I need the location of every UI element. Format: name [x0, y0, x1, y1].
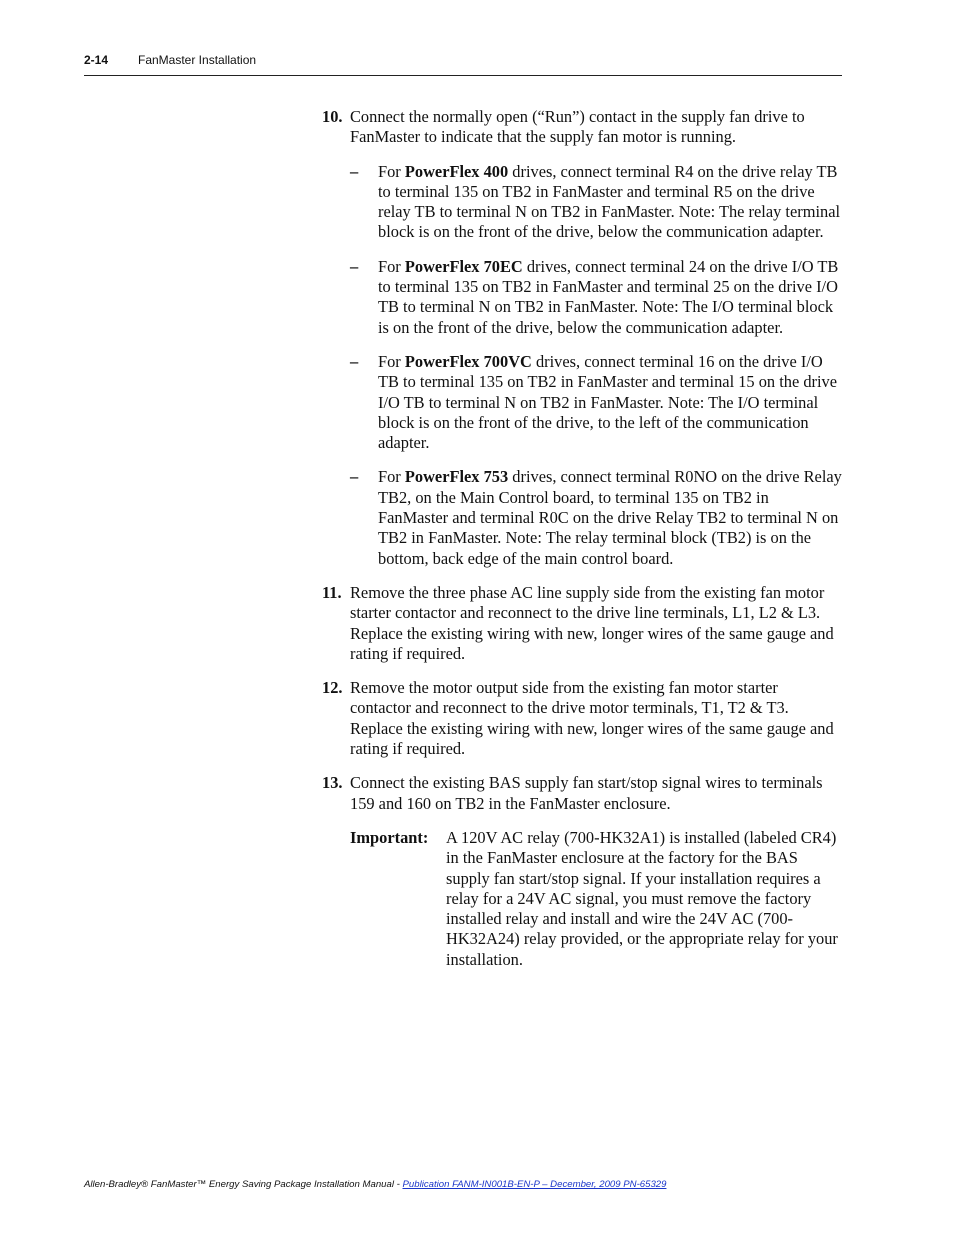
dash-marker: – [350, 161, 359, 181]
bullet-powerflex-753 [350, 467, 842, 568]
dash-marker: – [350, 256, 359, 276]
bullet-text: drives, connect terminal 16 on the drive I/O TB to terminal 135 on TB2 in FanMaster and terminal 15 on the drive I/O TB to terminal N on TB2 in FanMaster. Note: The I/O terminal block is on the front of the drive, to the left of the communication adapter. [378, 351, 838, 453]
step-text: Connect the normally open (“Run”) contact in the supply fan drive to FanMaster to indicate that the supply fan motor is running. [350, 107, 805, 147]
step-12 [322, 678, 842, 759]
drive-model: PowerFlex 753 [404, 467, 509, 487]
bullet-text: drives, connect terminal R4 on the drive relay TB to terminal 135 on TB2 in FanMaster and terminal R5 on the drive relay TB to terminal N on TB2 in FanMaster. Note: The relay terminal block is on the front of the drive, below the communication adapter. [378, 161, 841, 242]
step-number: 11. [322, 582, 342, 602]
important-label: Important: [350, 827, 429, 847]
publication-link[interactable]: Publication FANM-IN001B-EN-P – December, 2009 PN-65329 [402, 1179, 667, 1190]
dash-marker: – [350, 467, 359, 487]
main-content [322, 107, 842, 984]
section-title: FanMaster Installation [138, 53, 257, 67]
bullet-prefix: For [378, 467, 405, 487]
page-number: 2-14 [84, 53, 109, 67]
bullet-powerflex-70ec [350, 257, 842, 338]
drive-model: PowerFlex 70EC [404, 256, 523, 276]
important-note [350, 828, 842, 970]
bullet-prefix: For [378, 256, 405, 276]
bullet-text: drives, connect terminal R0NO on the drive Relay TB2, on the Main Control board, to terminal 135 on TB2 in FanMaster and terminal R0C on the drive Relay TB2 to terminal N on TB2 in FanMaster. Note: The relay terminal block (TB2) is on the bottom, back edge of the main control board. [378, 467, 842, 568]
drive-model: PowerFlex 400 [404, 161, 509, 181]
footer-separator: - [393, 1179, 403, 1190]
step-text: Remove the motor output side from the existing fan motor starter contactor and reconnect to the drive motor terminals, T1, T2 & T3. Replace the existing wiring with new, longer wires of the same gauge and rating if required. [350, 678, 834, 759]
bullet-prefix: For [378, 351, 405, 371]
dash-marker: – [350, 351, 359, 371]
page-header [84, 52, 842, 76]
step-11 [322, 583, 842, 664]
bullet-prefix: For [378, 161, 405, 181]
drive-model: PowerFlex 700VC [404, 351, 532, 371]
step-10 [322, 107, 842, 569]
bullet-text: drives, connect terminal 24 on the drive I/O TB to terminal 135 on TB2 in FanMaster and terminal 25 on the drive I/O TB to terminal N on TB2 in FanMaster. Note: The I/O terminal block is on the front of the drive, below the communication adapter. [378, 256, 839, 337]
manual-title: Allen-Bradley® FanMaster™ Energy Saving Package Installation Manual [84, 1179, 394, 1190]
step-13 [322, 773, 842, 970]
step-number: 12. [322, 678, 343, 698]
page-footer [84, 1179, 864, 1190]
important-text: A 120V AC relay (700-HK32A1) is installed (labeled CR4) in the FanMaster enclosure at the factory for the BAS supply fan start/stop signal. If your installation requires a relay for a 24V AC signal, you must remove the factory installed relay and install and wire the 24V AC (700-HK32A24) relay provided, or the appropriate relay for your installation. [446, 827, 838, 969]
step-number: 13. [322, 773, 343, 793]
step-text: Remove the three phase AC line supply side from the existing fan motor starter contactor and reconnect to the drive line terminals, L1, L2 & L3. Replace the existing wiring with new, longer wires of the same gauge and rating if required. [350, 582, 834, 663]
step-number: 10. [322, 107, 343, 126]
step-text: Connect the existing BAS supply fan start/stop signal wires to terminals 159 and 160 on TB2 in the FanMaster enclosure. [350, 773, 823, 813]
bullet-powerflex-400 [350, 162, 842, 243]
drive-bullet-list [350, 162, 842, 569]
bullet-powerflex-700vc [350, 352, 842, 453]
